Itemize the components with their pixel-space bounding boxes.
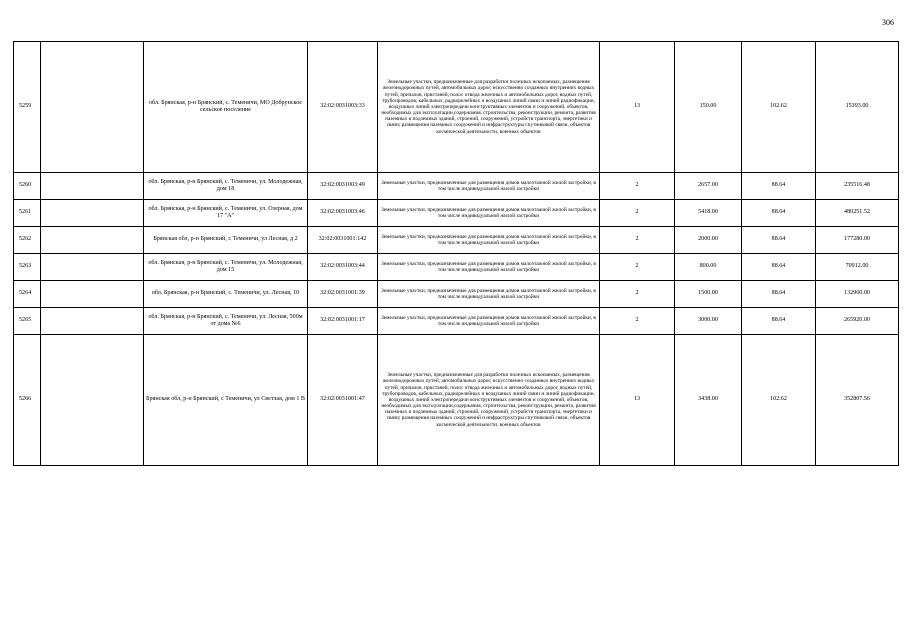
land-use-cell: Земельные участки, предназначенные для размещения домов малоэтажной жилой застройки, в том числе индивидуальной жилой застройки [378, 227, 600, 254]
use-group-cell: 2 [600, 227, 675, 254]
specific-value-cell: 88.64 [742, 200, 816, 227]
record-number: 5264 [14, 281, 41, 308]
empty-cell [41, 173, 144, 200]
area-cell: 1500.00 [675, 281, 742, 308]
cadastral-number-cell: 32:02:0031003:33 [308, 42, 378, 173]
use-group-cell: 2 [600, 308, 675, 335]
area-cell: 800.00 [675, 254, 742, 281]
table-row [14, 173, 899, 200]
record-number: 5263 [14, 254, 41, 281]
address-cell: Брянская обл, р-н Брянский, с Теменичи, ул Светлая, дом 1 В [144, 335, 308, 466]
empty-cell [41, 200, 144, 227]
empty-cell [41, 281, 144, 308]
cadastral-value-cell: 15393.00 [816, 42, 899, 173]
land-use-cell: Земельные участки, предназначенные для размещения домов малоэтажной жилой застройки, в том числе индивидуальной жилой застройки [378, 308, 600, 335]
page-number: 306 [882, 18, 894, 27]
address-cell: обл. Брянская, р-н Брянский, с. Теменичи, ул. Молодежная, дом 15 [144, 254, 308, 281]
cadastral-value-cell: 235516.48 [816, 173, 899, 200]
table-row [14, 281, 899, 308]
area-cell: 2657.00 [675, 173, 742, 200]
specific-value-cell: 102.62 [742, 42, 816, 173]
address-cell: обл. Брянская, р-н Брянский, с. Теменичи, МО Добрунское сельское поселение [144, 42, 308, 173]
cadastral-number-cell: 32:02:0031003:49 [308, 173, 378, 200]
cadastral-value-cell: 480251.52 [816, 200, 899, 227]
specific-value-cell: 88.64 [742, 227, 816, 254]
cadastral-number-cell: 32:02:0031001:17 [308, 308, 378, 335]
empty-cell [41, 254, 144, 281]
cadastral-number-cell: 32:02:0031003:46 [308, 200, 378, 227]
specific-value-cell: 88.64 [742, 173, 816, 200]
address-cell: обл. Брянская, р-н Брянский, с. Теменичи, ул. Озерная, дом 17 "А" [144, 200, 308, 227]
table-row [14, 308, 899, 335]
record-number: 5259 [14, 42, 41, 173]
land-use-cell: Земельные участки, предназначенные для размещения домов малоэтажной жилой застройки, в том числе индивидуальной жилой застройки [378, 200, 600, 227]
address-cell: обл. Брянская, р-н Брянский, с. Теменичи, ул. Лесная, 10 [144, 281, 308, 308]
cadastral-value-cell: 352807.56 [816, 335, 899, 466]
record-number: 5260 [14, 173, 41, 200]
cadastral-value-cell: 265920.00 [816, 308, 899, 335]
cadastral-number-cell: 32:02:0031003:44 [308, 254, 378, 281]
address-cell: обл. Брянская, р-н Брянский, с. Теменичи, ул. Молодежная, дом 18 [144, 173, 308, 200]
empty-cell [41, 227, 144, 254]
cadastral-value-cell: 132960.00 [816, 281, 899, 308]
land-use-cell: Земельные участки, предназначенные для разработки полезных ископаемых, размещения железнодорожных путей, автомобильных дорог, искусственно созданных внутренних водных путей, причалов, пристаней, полос отвода железных и автомобильных дорог, водных путей, трубопроводов, кабельных, радиорелейных и воздушных линий связи и линий радиофикации, воздушных линий электропередачи конструктивных элементов и сооружений, объектов, необходимых для эксплуатации,содержания, строительства, реконструкции, ремонта, развития наземных и подземных зданий, строений, сооружений, устройств транспорта, энергетики и связи; размещения наземных сооружений и инфраструктуры спутниковой связи, объектов космической деятельности, военных объектов [378, 335, 600, 466]
land-use-cell: Земельные участки, предназначенные для размещения домов малоэтажной жилой застройки, в том числе индивидуальной жилой застройки [378, 254, 600, 281]
specific-value-cell: 102.62 [742, 335, 816, 466]
cadastral-registry-table [13, 41, 899, 466]
address-cell: Брянская обл, р-н Брянский, с Теменичи, ул Лесная, д 2 [144, 227, 308, 254]
cadastral-value-cell: 177280.00 [816, 227, 899, 254]
record-number: 5266 [14, 335, 41, 466]
area-cell: 3438.00 [675, 335, 742, 466]
area-cell: 150.00 [675, 42, 742, 173]
empty-cell [41, 42, 144, 173]
use-group-cell: 13 [600, 335, 675, 466]
cadastral-value-cell: 70912.00 [816, 254, 899, 281]
specific-value-cell: 88.64 [742, 254, 816, 281]
table-row [14, 42, 899, 173]
use-group-cell: 13 [600, 42, 675, 173]
land-use-cell: Земельные участки, предназначенные для разработки полезных ископаемых, размещения железнодорожных путей, автомобильных дорог, искусственно созданных внутренних водных путей, причалов, пристаней, полос отвода железных и автомобильных дорог, водных путей, трубопроводов, кабельных, радиорелейных и воздушных линий связи и линий радиофикации, воздушных линий электропередачи конструктивных элементов и сооружений, объектов, необходимых для эксплуатации,содержания, строительства, реконструкции, ремонта, развития наземных и подземных зданий, строений, сооружений, устройств транспорта, энергетики и связи; размещения наземных сооружений и инфраструктуры спутниковой связи, объектов космической деятельности, военных объектов [378, 42, 600, 173]
cadastral-number-cell: 32:02:0031001:39 [308, 281, 378, 308]
address-cell: обл. Брянская, р-н Брянский, с. Теменичи, ул. Лесная, 500м от дома №6 [144, 308, 308, 335]
use-group-cell: 2 [600, 173, 675, 200]
area-cell: 2000.00 [675, 227, 742, 254]
table-row [14, 335, 899, 466]
area-cell: 5418.00 [675, 200, 742, 227]
land-use-cell: Земельные участки, предназначенные для размещения домов малоэтажной жилой застройки, в том числе индивидуальной жилой застройки [378, 173, 600, 200]
cadastral-number-cell: 32:02:0031001:142 [308, 227, 378, 254]
specific-value-cell: 88.64 [742, 308, 816, 335]
use-group-cell: 2 [600, 200, 675, 227]
land-use-cell: Земельные участки, предназначенные для размещения домов малоэтажной жилой застройки, в том числе индивидуальной жилой застройки [378, 281, 600, 308]
record-number: 5262 [14, 227, 41, 254]
record-number: 5265 [14, 308, 41, 335]
empty-cell [41, 335, 144, 466]
record-number: 5261 [14, 200, 41, 227]
empty-cell [41, 308, 144, 335]
specific-value-cell: 88.64 [742, 281, 816, 308]
area-cell: 3000.00 [675, 308, 742, 335]
cadastral-number-cell: 32:02:0031001:47 [308, 335, 378, 466]
table-row [14, 254, 899, 281]
use-group-cell: 2 [600, 281, 675, 308]
table-row [14, 227, 899, 254]
use-group-cell: 2 [600, 254, 675, 281]
table-row [14, 200, 899, 227]
